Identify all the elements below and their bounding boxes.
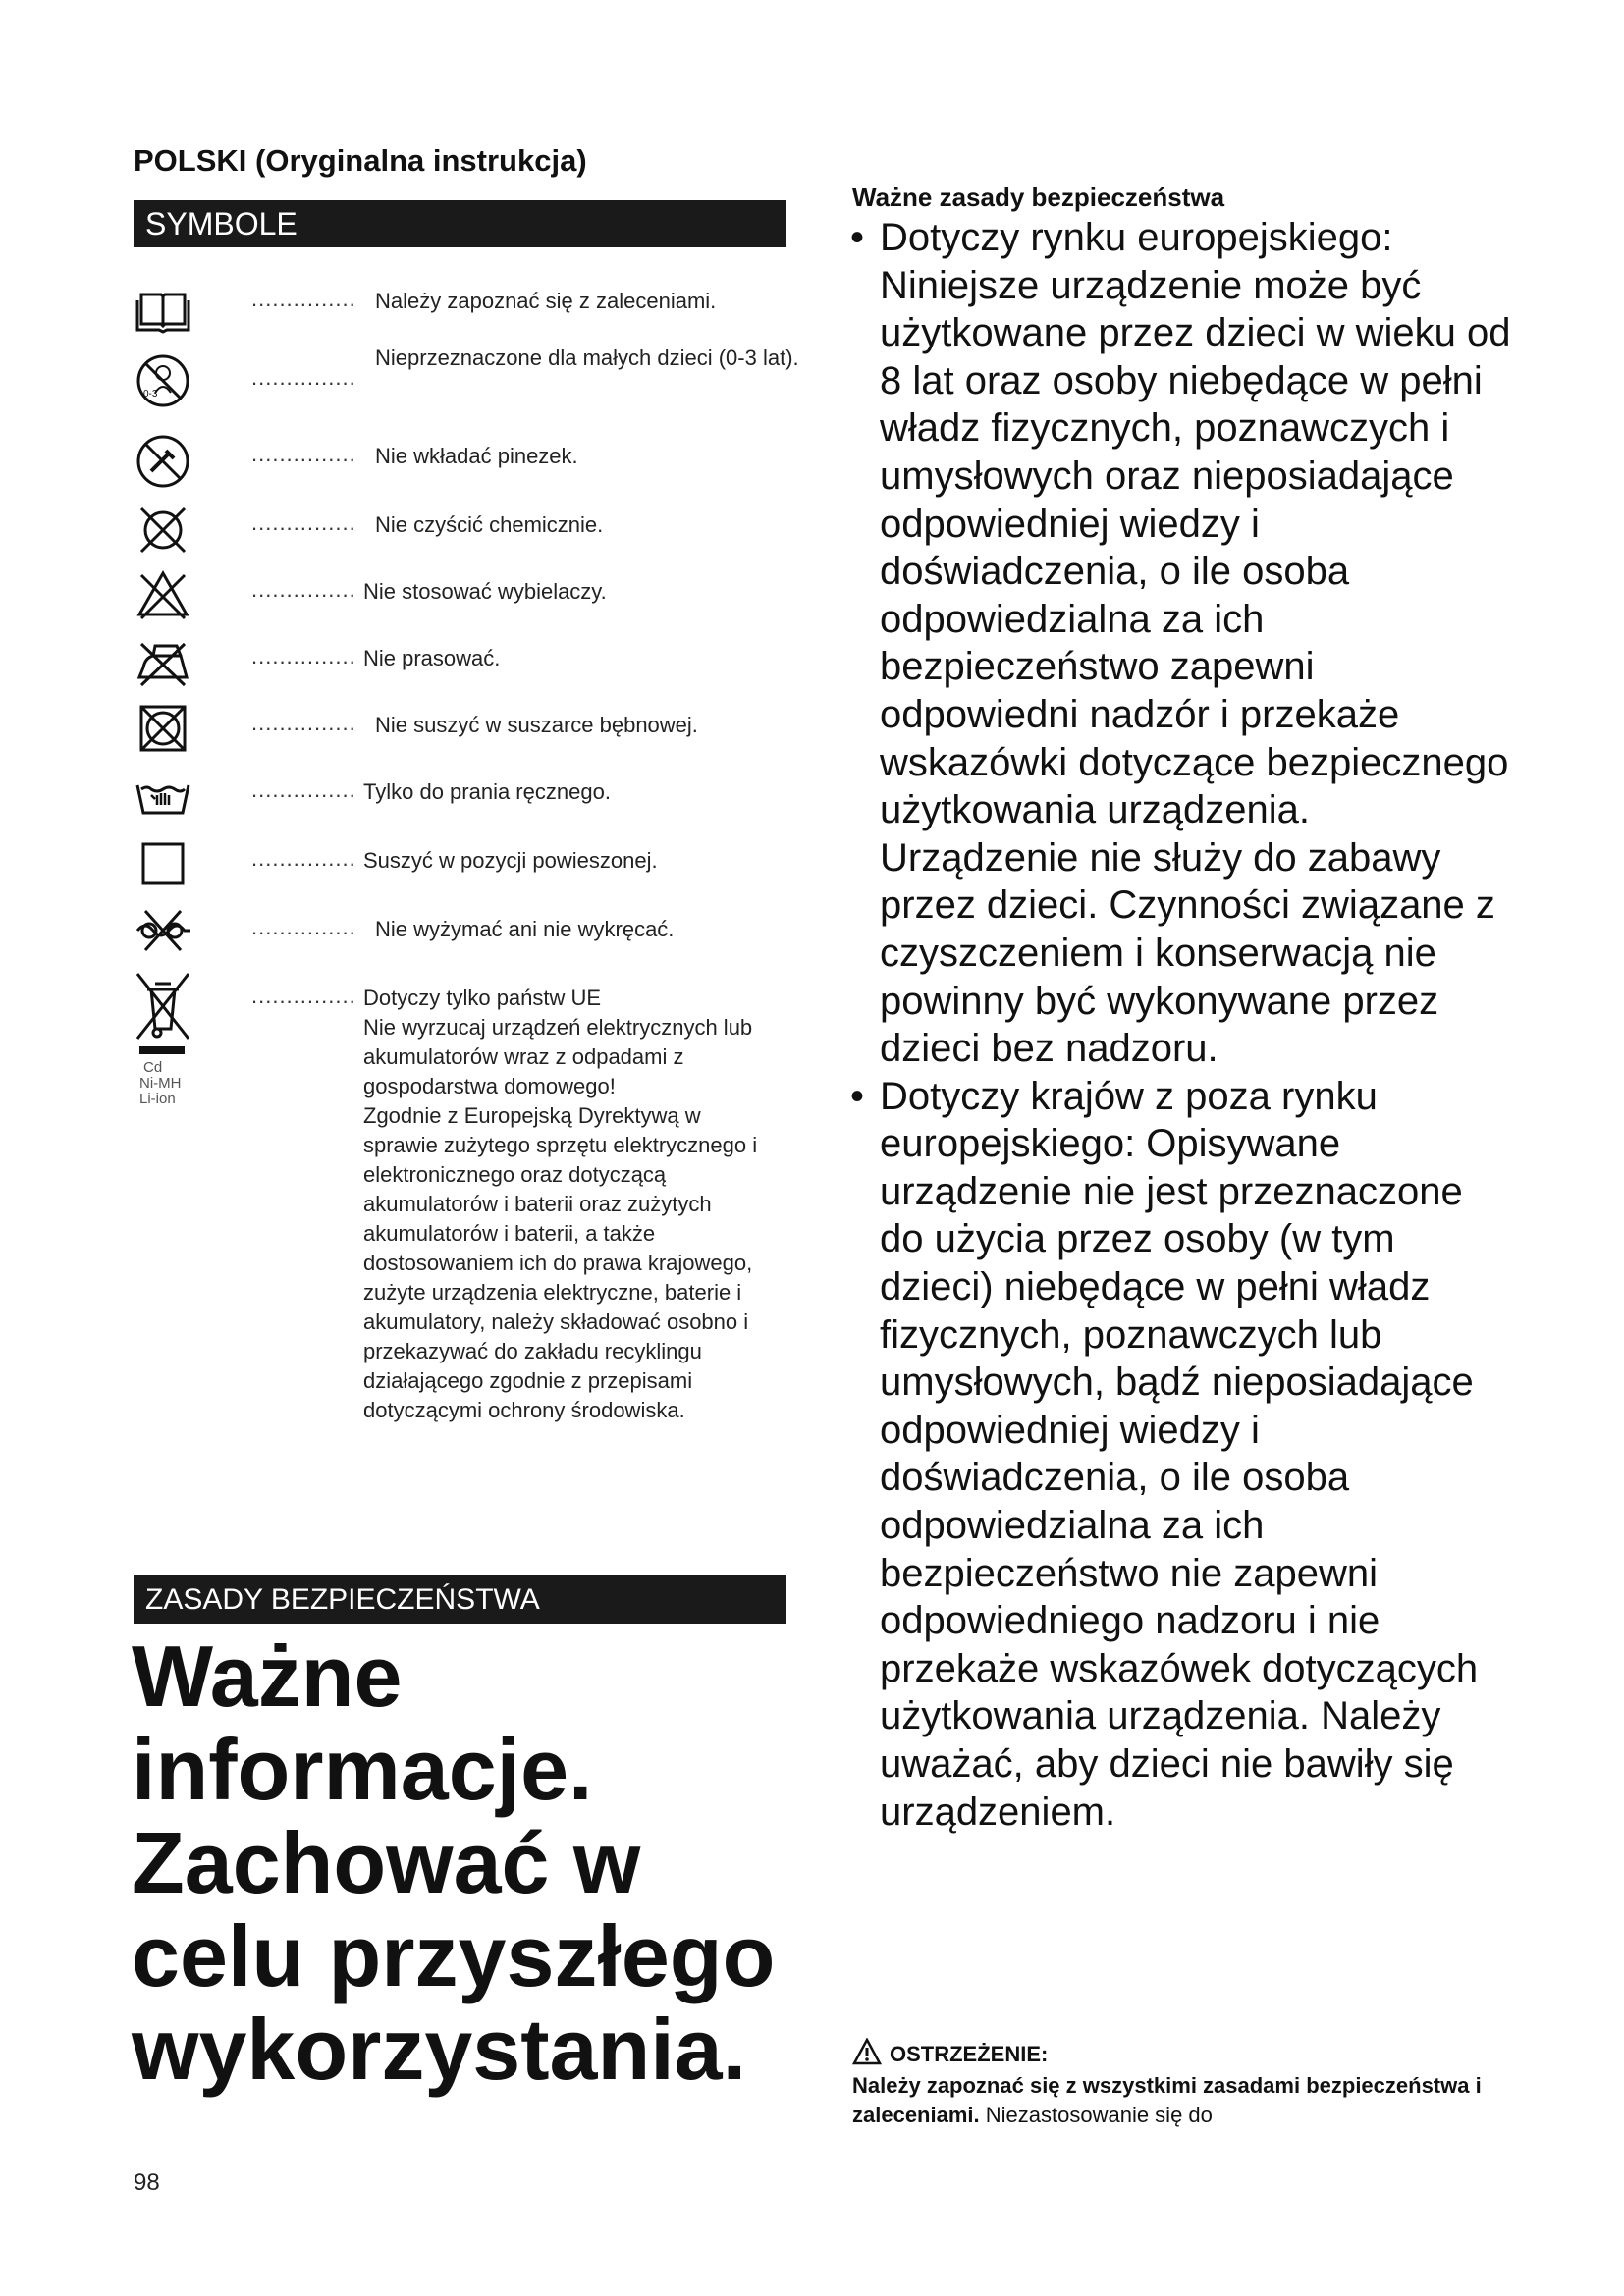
not-for-small-children-icon bbox=[134, 351, 192, 410]
battery-label-nimh: Ni-MH bbox=[139, 1075, 182, 1092]
leader-dots: ............... bbox=[251, 984, 356, 1008]
leader-dots: ............... bbox=[251, 365, 356, 390]
leader-dots: ............... bbox=[251, 915, 356, 939]
bullet: • bbox=[850, 216, 865, 259]
important-info-title bbox=[132, 1629, 799, 2096]
warning-bold: Należy zapoznać się z wszystkimi zasadami bezpieczeństwa i zaleceniami. bbox=[852, 2073, 1482, 2127]
weee-line-eu: Dotyczy tylko państw UE bbox=[363, 986, 602, 1010]
symbol-text: Nie czyścić chemicznie. bbox=[375, 512, 604, 537]
leader-dots: ............... bbox=[251, 577, 356, 602]
no-dry-clean-icon bbox=[134, 501, 192, 560]
read-manual-icon bbox=[134, 281, 192, 340]
leader-dots: ............... bbox=[251, 644, 356, 668]
weee-line-directive: Zgodnie z Europejską Dyrektywą w sprawie zużytego sprzętu elektrycznego i elektronicznego oraz dotyczącą akumulatorów i baterii oraz zużytych akumulatorów i baterii, a także dostosowaniem ich do prawa krajowego, zużyte urządzenia elektryczne, baterie i akumulatory, należy składować osobno i przekazywać do zakładu recyklingu działającego zgodnie z przepisami dotyczącymi ochrony środowiska. bbox=[363, 1103, 758, 1422]
title-line: Ważne bbox=[132, 1628, 403, 1725]
no-iron-icon bbox=[134, 632, 192, 691]
warning-label: OSTRZEŻENIE: bbox=[890, 2042, 1049, 2066]
no-tumble-dry-icon bbox=[134, 699, 192, 758]
no-pins-icon bbox=[134, 432, 192, 491]
bullet: • bbox=[850, 1074, 865, 1118]
symbol-text: Nie suszyć w suszarce bębnowej. bbox=[375, 713, 698, 737]
battery-label-cd: Cd bbox=[143, 1059, 163, 1076]
warning-triangle-icon bbox=[852, 2038, 882, 2065]
warning-heading bbox=[852, 2038, 1048, 2067]
symbol-text: Nie wyżymać ani nie wykręcać. bbox=[375, 917, 675, 941]
page-number: 98 bbox=[134, 2169, 160, 2196]
hand-wash-icon bbox=[134, 766, 192, 825]
line-dry-icon bbox=[134, 834, 192, 893]
symbol-text: Suszyć w pozycji powieszonej. bbox=[363, 848, 658, 873]
list-item-text: Dotyczy rynku europejskiego: Niniejsze urządzenie może być użytkowane przez dzieci w wieku od 8 lat oraz osoby niebędące w pełni władz fizycznych, poznawczych i umysłowych oraz nieposiadające odpowiedniej wiedzy i doświadczenia, o ile osoba odpowiedzialna za ich bezpieczeństwo zapewni odpowiedni nadzór i przekaże wskazówki dotyczące bezpiecznego użytkowania urządzenia. Urządzenie nie służy do zabawy przez dzieci. Czynności związane z czyszczeniem i konserwacją nie powinny być wykonywane przez dzieci bez nadzoru. bbox=[880, 216, 1511, 1071]
symbol-text: Należy zapoznać się z zaleceniami. bbox=[375, 289, 717, 313]
leader-dots: ............... bbox=[251, 846, 356, 871]
symbol-text: Nie prasować. bbox=[363, 646, 501, 670]
title-line: informacje. bbox=[132, 1721, 593, 1818]
leader-dots: ............... bbox=[251, 442, 356, 466]
safety-rules-list bbox=[846, 214, 1514, 1836]
safety-rules-heading: Ważne zasady bezpieczeństwa bbox=[852, 183, 1225, 212]
symbols-section-bar: SYMBOLE bbox=[134, 200, 786, 247]
symbol-text: Nieprzeznaczone dla małych dzieci (0-3 lat). bbox=[375, 346, 799, 370]
warning-normal: Niezastosowanie się do bbox=[979, 2103, 1213, 2127]
battery-label-liion: Li-ion bbox=[139, 1091, 176, 1107]
leader-dots: ............... bbox=[251, 510, 356, 535]
title-line: Zachować w bbox=[132, 1814, 641, 1911]
leader-dots: ............... bbox=[251, 287, 356, 311]
warning-text bbox=[852, 2071, 1500, 2130]
list-item bbox=[846, 214, 1514, 1073]
no-bleach-icon bbox=[134, 565, 192, 624]
safety-section-bar: ZASADY BEZPIECZEŃSTWA bbox=[134, 1575, 786, 1624]
list-item bbox=[846, 1073, 1514, 1837]
language-heading: POLSKI (Oryginalna instrukcja) bbox=[134, 143, 587, 178]
symbol-text: Nie stosować wybielaczy. bbox=[363, 579, 607, 604]
leader-dots: ............... bbox=[251, 711, 356, 735]
weee-text bbox=[363, 984, 776, 1425]
title-line: wykorzystania. bbox=[132, 2001, 747, 2098]
no-wring-icon bbox=[134, 901, 192, 960]
leader-dots: ............... bbox=[251, 777, 356, 802]
symbol-text: Tylko do prania ręcznego. bbox=[363, 779, 611, 804]
weee-line-dispose: Nie wyrzucaj urządzeń elektrycznych lub akumulatorów wraz z odpadami z gospodarstwa domowego! bbox=[363, 1015, 753, 1098]
symbol-text: Nie wkładać pinezek. bbox=[375, 444, 578, 468]
svg-text:0-3: 0-3 bbox=[143, 389, 158, 400]
list-item-text: Dotyczy krajów z poza rynku europejskiego: Opisywane urządzenie nie jest przeznaczone do użycia przez osoby (w tym dzieci) niebędące w pełni władz fizycznych, poznawczych lub umysłowych, bądź nieposiadające odpowiedniej wiedzy i doświadczenia, o ile osoba odpowiedzialna za ich bezpieczeństwo nie zapewni odpowiedniego nadzoru i nie przekaże wskazówek dotyczących użytkowania urządzenia. Należy uważać, aby dzieci nie bawiły się urządzeniem. bbox=[880, 1074, 1479, 1834]
title-line: celu przyszłego bbox=[132, 1907, 776, 2004]
weee-bin-icon bbox=[134, 972, 192, 1119]
